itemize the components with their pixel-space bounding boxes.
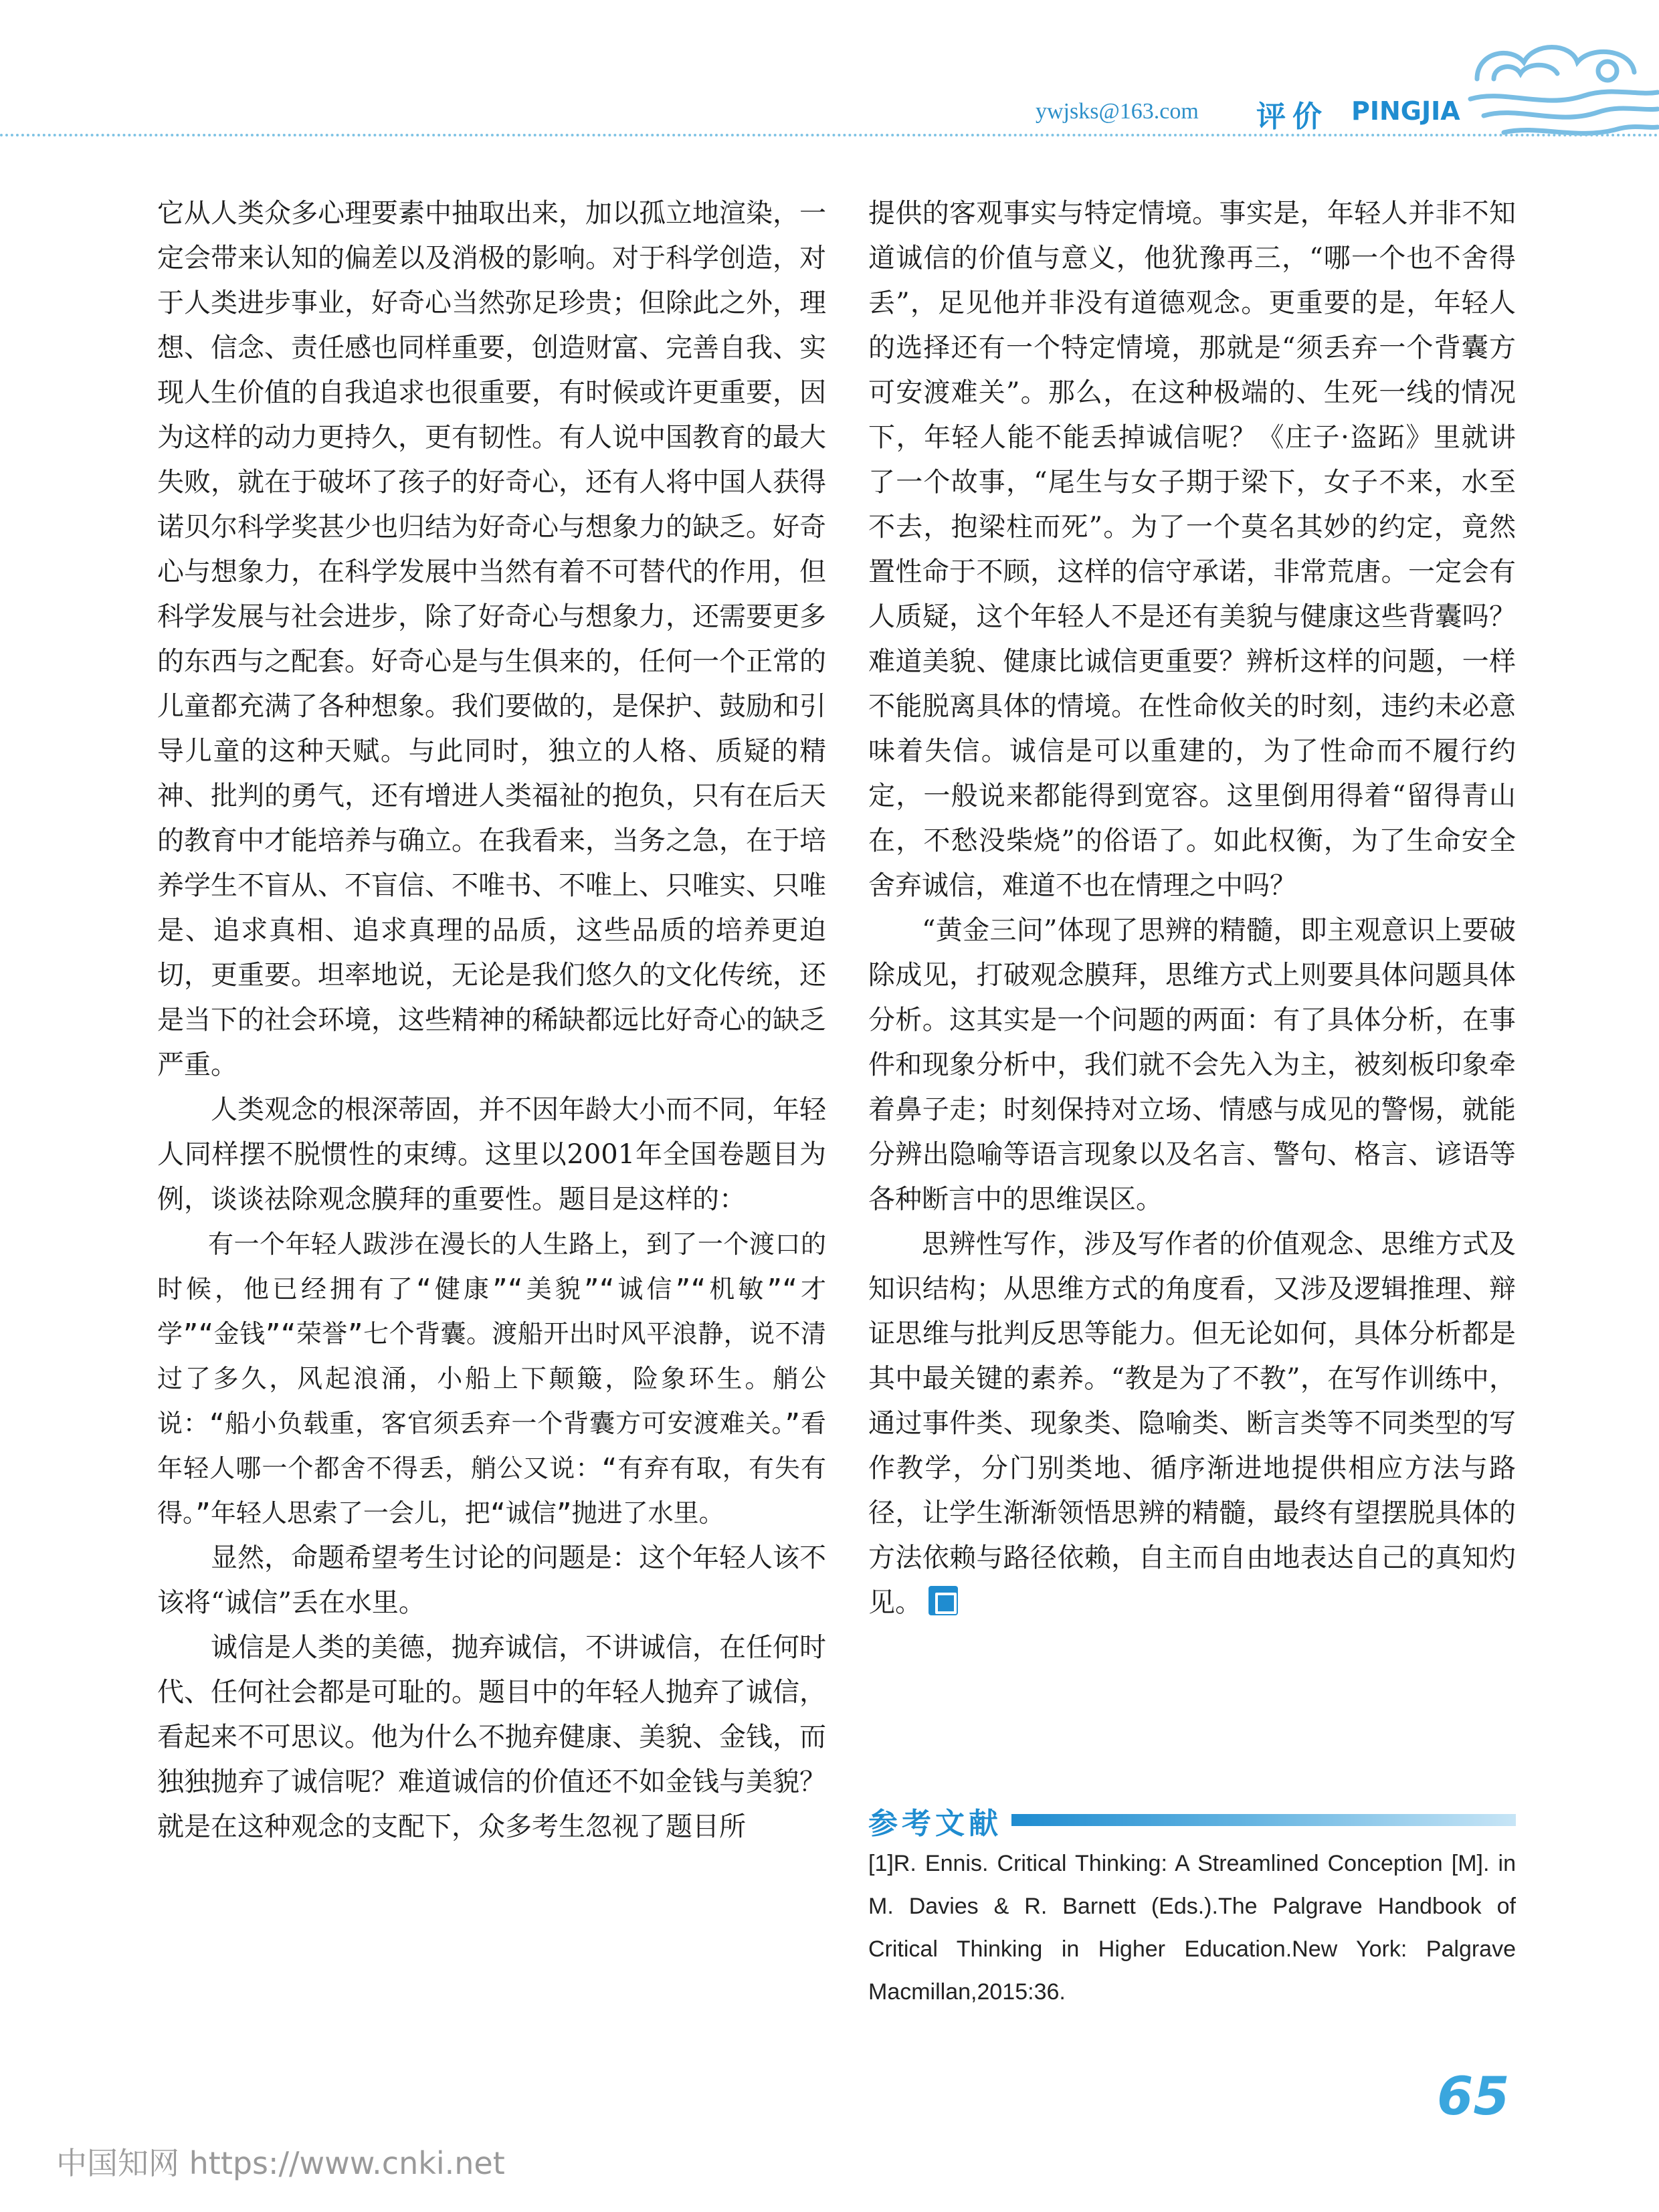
paragraph: 人类观念的根深蒂固，并不因年龄大小而不同，年轻人同样摆不脱惯性的束缚。这里以2001年全国卷题目为例，谈谈祛除观念膜拜的重要性。题目是这样的： (157, 1094, 826, 1215)
paragraph: 它从人类众多心理要素中抽取出来，加以孤立地渲染，一定会带来认知的偏差以及消极的影响。对于科学创造，对于人类进步事业，好奇心当然弥足珍贵；但除此之外，理想、信念、责任感也同样重要，创造财富、完善自我、实现人生价值的自我追求也很重要，有时候或许更重要，因为这样的动力更持久，更有韧性。有人说中国教育的最大失败，就在于破坏了孩子的好奇心，还有人将中国人获得诺贝尔科学奖甚少也归结为好奇心与想象力的缺乏。好奇心与想象力，在科学发展中当然有着不可替代的作用，但科学发展与社会进步，除了好奇心与想象力，还需要更多的东西与之配套。好奇心是与生俱来的，任何一个正常的儿童都充满了各种想象。我们要做的，是保护、鼓励和引导儿童的这种天赋。与此同时，独立的人格、质疑的精神、批判的勇气，还有增进人类福祉的抱负，只有在后天的教育中才能培养与确立。在我看来，当务之急，在于培养学生不盲从、不盲信、不唯书、不唯上、只唯实、只唯是、追求真相、追求真理的品质，这些品质的培养更迫切，更重要。坦率地说，无论是我们悠久的文化传统，还是当下的社会环境，这些精神的稀缺都远比好奇心的缺乏严重。 (157, 198, 826, 1080)
paragraph-text: 思辨性写作，涉及写作者的价值观念、思维方式及知识结构；从思维方式的角度看，又涉及逻辑推理、辩证思维与批判反思等能力。但无论如何，具体分析都是其中最关键的素养。“教是为了不教”，在写作训练中，通过事件类、现象类、隐喻类、断言类等不同类型的写作教学，分门别类地、循序渐进地提供相应方法与路径，让学生渐渐领悟思辨的精髓，最终有望摆脱具体的方法依赖与路径依赖，自主而自由地表达自己的真知灼见。 (868, 1229, 1516, 1618)
section-pinyin: PINGJIA (1351, 96, 1460, 126)
header-divider (0, 134, 1659, 136)
paragraph: 显然，命题希望考生讨论的问题是：这个年轻人该不该将“诚信”丢在水里。 (157, 1542, 826, 1618)
right-column (868, 191, 1516, 1625)
article-end-icon (929, 1586, 958, 1615)
cnki-watermark: 中国知网 https://www.cnki.net (56, 2145, 505, 2181)
left-column (157, 191, 826, 1849)
paragraph: 诚信是人类的美德，抛弃诚信，不讲诚信，在任何时代、任何社会都是可耻的。题目中的年轻人抛弃了诚信，看起来不可思议。他为什么不抛弃健康、美貌、金钱，而独独抛弃了诚信呢？难道诚信的价值还不如金钱与美貌？就是在这种观念的支配下，众多考生忽视了题目所 (157, 1632, 826, 1842)
exam-prompt-quote: 有一个年轻人跋涉在漫长的人生路上，到了一个渡口的时候，他已经拥有了“健康”“美貌”“诚信”“机敏”“才学”“金钱”“荣誉”七个背囊。渡船开出时风平浪静，说不清过了多久，风起浪涌，小船上下颠簸，险象环生。艄公说：“船小负载重，客官须丢弃一个背囊方可安渡难关。”看年轻人哪一个都舍不得丢，艄公又说：“有弃有取，有失有得。”年轻人思索了一会儿，把“诚信”抛进了水里。 (157, 1229, 826, 1528)
references-header (868, 1799, 1516, 1839)
reference-item: [1]R. Ennis. Critical Thinking: A Streamlined Conception [M]. in M. Davies & R. Barnett (Eds.).The Palgrave Handbook of Critical Thinking in Higher Education.New York: Palgrave Macmillan,2015:36. (868, 1851, 1516, 2005)
references-section (868, 1799, 1516, 2013)
references-title: 参考文献 (868, 1807, 1002, 1841)
cloud-decoration-icon (1464, 32, 1659, 146)
section-title: 评价 (1256, 100, 1329, 134)
paragraph: “黄金三问”体现了思辨的精髓，即主观意识上要破除成见，打破观念膜拜，思维方式上则要具体问题具体分析。这其实是一个问题的两面：有了具体分析，在事件和现象分析中，我们就不会先入为主，被刻板印象牵着鼻子走；时刻保持对立场、情感与成见的警惕，就能分辨出隐喻等语言现象以及名言、警句、格言、谚语等各种断言中的思维误区。 (868, 915, 1516, 1215)
references-bar (1011, 1814, 1516, 1826)
paragraph: 提供的客观事实与特定情境。事实是，年轻人并非不知道诚信的价值与意义，他犹豫再三，“哪一个也不舍得丢”，足见他并非没有道德观念。更重要的是，年轻人的选择还有一个特定情境，那就是“须丢弃一个背囊方可安渡难关”。那么，在这种极端的、生死一线的情况下，年轻人能不能丢掉诚信呢？《庄子·盗跖》里就讲了一个故事，“尾生与女子期于梁下，女子不来，水至不去，抱梁柱而死”。为了一个莫名其妙的约定，竟然置性命于不顾，这样的信守承诺，非常荒唐。一定会有人质疑，这个年轻人不是还有美貌与健康这些背囊吗？难道美貌、健康比诚信更重要？辨析这样的问题，一样不能脱离具体的情境。在性命攸关的时刻，违约未必意味着失信。诚信是可以重建的，为了性命而不履行约定，一般说来都能得到宽容。这里倒用得着“留得青山在，不愁没柴烧”的俗语了。如此权衡，为了生命安全舍弃诚信，难道不也在情理之中吗？ (868, 198, 1516, 901)
page-header (0, 0, 1659, 144)
journal-email: ywjsks@163.com (1036, 99, 1199, 124)
page-number: 65 (1437, 2067, 1510, 2127)
paragraph (868, 1222, 1516, 1625)
